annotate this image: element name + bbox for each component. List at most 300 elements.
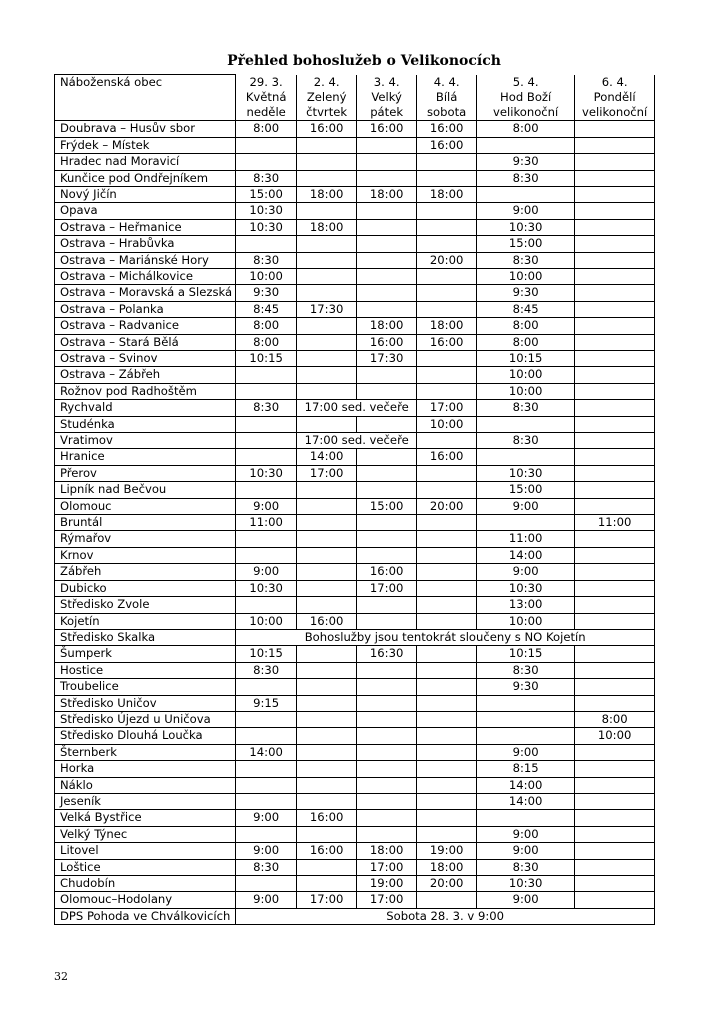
time-cell xyxy=(357,170,417,186)
time-cell: 8:00 xyxy=(575,711,655,727)
time-cell xyxy=(417,646,477,662)
time-cell xyxy=(575,334,655,350)
time-cell xyxy=(297,777,357,793)
time-cell xyxy=(297,859,357,875)
time-cell: 9:00 xyxy=(477,498,575,514)
parish-name: DPS Pohoda ve Chválkovicích xyxy=(55,908,236,924)
parish-name: Středisko Uničov xyxy=(55,695,236,711)
table-row xyxy=(55,416,655,432)
table-row xyxy=(55,580,655,596)
parish-name: Rožnov pod Radhoštěm xyxy=(55,383,236,399)
parish-name: Šumperk xyxy=(55,646,236,662)
table-row xyxy=(55,400,655,416)
time-cell: 10:00 xyxy=(236,268,297,284)
time-cell: 9:30 xyxy=(236,285,297,301)
time-cell xyxy=(357,137,417,153)
time-cell: 10:30 xyxy=(477,876,575,892)
time-cell xyxy=(236,433,297,449)
time-cell xyxy=(417,793,477,809)
time-cell xyxy=(357,810,417,826)
parish-name: Rýmařov xyxy=(55,531,236,547)
time-cell xyxy=(575,826,655,842)
time-cell: 18:00 xyxy=(417,859,477,875)
time-cell: 10:30 xyxy=(477,465,575,481)
time-cell xyxy=(236,597,297,613)
time-cell: 9:30 xyxy=(477,154,575,170)
time-cell xyxy=(297,826,357,842)
time-cell: 16:00 xyxy=(297,613,357,629)
page-number: 32 xyxy=(54,970,68,983)
time-cell xyxy=(575,268,655,284)
merged-cell: Bohoslužby jsou tentokrát sloučeny s NO Kojetín xyxy=(236,629,655,645)
table-row xyxy=(55,908,655,924)
time-cell xyxy=(477,186,575,202)
parish-name: Velká Bystřice xyxy=(55,810,236,826)
header-row-dates xyxy=(55,75,655,90)
header-date: 29. 3. xyxy=(236,75,297,90)
parish-name: Velký Týnec xyxy=(55,826,236,842)
time-cell xyxy=(236,367,297,383)
time-cell: 16:00 xyxy=(357,121,417,137)
parish-name: Hradec nad Moravicí xyxy=(55,154,236,170)
table-row xyxy=(55,761,655,777)
time-cell xyxy=(575,564,655,580)
parish-name: Dubicko xyxy=(55,580,236,596)
time-cell xyxy=(575,613,655,629)
parish-name: Přerov xyxy=(55,465,236,481)
parish-name: Ostrava – Mariánské Hory xyxy=(55,252,236,268)
table-row xyxy=(55,121,655,137)
time-cell: 17:00 xyxy=(297,465,357,481)
time-cell xyxy=(417,597,477,613)
time-cell xyxy=(297,416,357,432)
time-cell xyxy=(297,744,357,760)
time-cell xyxy=(417,285,477,301)
header-day-name: sobota xyxy=(417,105,477,121)
time-cell: 16:00 xyxy=(417,121,477,137)
parish-name: Hostice xyxy=(55,662,236,678)
header-day-name: Pondělí xyxy=(575,90,655,105)
time-cell xyxy=(477,416,575,432)
table-row xyxy=(55,597,655,613)
time-cell: 14:00 xyxy=(236,744,297,760)
time-cell xyxy=(297,170,357,186)
time-cell xyxy=(575,383,655,399)
time-cell xyxy=(575,301,655,317)
table-row xyxy=(55,285,655,301)
time-cell: 17:30 xyxy=(357,351,417,367)
parish-name: Loštice xyxy=(55,859,236,875)
time-cell: 15:00 xyxy=(357,498,417,514)
time-cell xyxy=(575,859,655,875)
time-cell xyxy=(575,531,655,547)
time-cell xyxy=(417,367,477,383)
header-day-name: velikonoční xyxy=(477,105,575,121)
time-cell: 10:30 xyxy=(477,219,575,235)
parish-name: Středisko Skalka xyxy=(55,629,236,645)
time-cell xyxy=(417,695,477,711)
time-cell xyxy=(575,186,655,202)
time-cell: 16:30 xyxy=(357,646,417,662)
time-cell xyxy=(357,728,417,744)
time-cell xyxy=(575,744,655,760)
time-cell xyxy=(236,236,297,252)
time-cell xyxy=(297,580,357,596)
time-cell: 8:30 xyxy=(236,400,297,416)
time-cell xyxy=(575,449,655,465)
time-cell xyxy=(417,531,477,547)
time-cell: 17:00 xyxy=(357,580,417,596)
time-cell xyxy=(357,744,417,760)
time-cell: 8:30 xyxy=(477,433,575,449)
time-cell: 8:30 xyxy=(477,859,575,875)
time-cell xyxy=(417,810,477,826)
time-cell: 9:30 xyxy=(477,285,575,301)
time-cell: 18:00 xyxy=(297,219,357,235)
header-day-name: Hod Boží xyxy=(477,90,575,105)
time-cell xyxy=(236,449,297,465)
schedule-table xyxy=(54,74,655,925)
time-cell xyxy=(357,777,417,793)
time-cell xyxy=(417,351,477,367)
table-row xyxy=(55,482,655,498)
time-cell xyxy=(417,580,477,596)
time-cell: 15:00 xyxy=(477,482,575,498)
parish-name: Bruntál xyxy=(55,515,236,531)
time-cell xyxy=(297,876,357,892)
time-cell xyxy=(357,416,417,432)
time-cell xyxy=(575,597,655,613)
time-cell: 14:00 xyxy=(477,793,575,809)
time-cell: 18:00 xyxy=(357,186,417,202)
table-row xyxy=(55,137,655,153)
time-cell xyxy=(297,334,357,350)
time-cell xyxy=(417,301,477,317)
parish-name: Frýdek – Místek xyxy=(55,137,236,153)
time-cell xyxy=(297,137,357,153)
time-cell xyxy=(417,662,477,678)
table-row xyxy=(55,826,655,842)
time-cell: 10:30 xyxy=(236,580,297,596)
time-cell xyxy=(297,662,357,678)
time-cell: 10:00 xyxy=(477,383,575,399)
time-cell: 14:00 xyxy=(297,449,357,465)
time-cell xyxy=(575,170,655,186)
time-cell xyxy=(297,646,357,662)
time-cell xyxy=(297,154,357,170)
table-row xyxy=(55,367,655,383)
header-day-name: pátek xyxy=(357,105,417,121)
time-cell xyxy=(575,580,655,596)
time-cell xyxy=(357,482,417,498)
table-row xyxy=(55,547,655,563)
table-row xyxy=(55,236,655,252)
time-cell xyxy=(357,465,417,481)
time-cell: 10:30 xyxy=(236,203,297,219)
time-cell: 16:00 xyxy=(417,449,477,465)
time-cell xyxy=(575,121,655,137)
time-cell xyxy=(417,465,477,481)
time-cell xyxy=(236,777,297,793)
table-row xyxy=(55,301,655,317)
table-row xyxy=(55,810,655,826)
time-cell xyxy=(236,826,297,842)
time-cell: 9:00 xyxy=(236,843,297,859)
time-cell xyxy=(236,761,297,777)
parish-name: Ostrava – Polanka xyxy=(55,301,236,317)
time-cell xyxy=(236,728,297,744)
time-cell xyxy=(236,793,297,809)
time-cell xyxy=(575,137,655,153)
time-cell: 8:30 xyxy=(236,859,297,875)
table-row xyxy=(55,334,655,350)
time-cell xyxy=(357,515,417,531)
time-cell xyxy=(236,679,297,695)
table-row xyxy=(55,728,655,744)
table-row xyxy=(55,646,655,662)
parish-name: Zábřeh xyxy=(55,564,236,580)
header-date: 6. 4. xyxy=(575,75,655,90)
header-day-name: Květná xyxy=(236,90,297,105)
table-row xyxy=(55,876,655,892)
time-cell xyxy=(575,695,655,711)
time-cell xyxy=(297,482,357,498)
time-cell xyxy=(575,351,655,367)
time-cell xyxy=(357,154,417,170)
header-day-name: Zelený xyxy=(297,90,357,105)
parish-name: Olomouc–Hodolany xyxy=(55,892,236,908)
time-cell: 9:00 xyxy=(236,810,297,826)
time-cell: 8:30 xyxy=(477,252,575,268)
time-cell xyxy=(357,219,417,235)
table-row xyxy=(55,613,655,629)
time-cell xyxy=(417,203,477,219)
table-row xyxy=(55,268,655,284)
time-cell: 11:00 xyxy=(477,531,575,547)
time-cell: 8:30 xyxy=(477,400,575,416)
time-cell xyxy=(575,498,655,514)
time-cell: 20:00 xyxy=(417,876,477,892)
time-cell: 9:30 xyxy=(477,679,575,695)
time-cell xyxy=(236,383,297,399)
time-cell: 8:30 xyxy=(477,662,575,678)
time-cell xyxy=(575,219,655,235)
time-cell xyxy=(417,547,477,563)
time-cell xyxy=(575,203,655,219)
time-cell xyxy=(575,876,655,892)
table-row xyxy=(55,564,655,580)
time-cell xyxy=(297,728,357,744)
time-cell xyxy=(357,679,417,695)
time-cell: 10:00 xyxy=(477,367,575,383)
time-cell: 14:00 xyxy=(477,777,575,793)
time-cell xyxy=(417,564,477,580)
parish-name: Ostrava – Hrabůvka xyxy=(55,236,236,252)
time-cell xyxy=(236,137,297,153)
time-cell xyxy=(417,219,477,235)
time-cell: 8:30 xyxy=(236,252,297,268)
time-cell: 16:00 xyxy=(297,810,357,826)
time-cell xyxy=(477,515,575,531)
time-cell xyxy=(417,826,477,842)
time-cell xyxy=(575,367,655,383)
time-cell xyxy=(357,203,417,219)
parish-name: Chudobín xyxy=(55,876,236,892)
parish-name: Kunčice pod Ondřejníkem xyxy=(55,170,236,186)
time-cell xyxy=(575,154,655,170)
parish-name: Ostrava – Zábřeh xyxy=(55,367,236,383)
time-cell xyxy=(297,367,357,383)
time-cell xyxy=(297,793,357,809)
time-cell xyxy=(297,268,357,284)
parish-name: Šternberk xyxy=(55,744,236,760)
time-cell xyxy=(417,679,477,695)
time-cell: 16:00 xyxy=(417,334,477,350)
time-cell xyxy=(236,876,297,892)
header-day-name: čtvrtek xyxy=(297,105,357,121)
time-cell xyxy=(417,383,477,399)
time-cell xyxy=(417,777,477,793)
time-cell xyxy=(417,744,477,760)
time-cell: 9:00 xyxy=(477,892,575,908)
time-cell: 10:15 xyxy=(477,646,575,662)
time-cell xyxy=(417,236,477,252)
time-cell: 18:00 xyxy=(417,186,477,202)
time-cell xyxy=(575,810,655,826)
time-cell xyxy=(236,711,297,727)
parish-name: Studénka xyxy=(55,416,236,432)
time-cell: 9:00 xyxy=(236,498,297,514)
time-cell: 20:00 xyxy=(417,252,477,268)
time-cell xyxy=(575,252,655,268)
table-row xyxy=(55,449,655,465)
time-cell xyxy=(357,301,417,317)
time-cell: 18:00 xyxy=(357,318,417,334)
time-cell xyxy=(297,711,357,727)
table-row xyxy=(55,351,655,367)
time-cell xyxy=(297,285,357,301)
table-row xyxy=(55,531,655,547)
time-cell: 11:00 xyxy=(575,515,655,531)
time-cell: 16:00 xyxy=(297,121,357,137)
time-cell xyxy=(297,515,357,531)
parish-name: Náklo xyxy=(55,777,236,793)
table-row xyxy=(55,744,655,760)
time-cell: 13:00 xyxy=(477,597,575,613)
time-cell xyxy=(236,547,297,563)
time-cell xyxy=(575,793,655,809)
table-row xyxy=(55,629,655,645)
table-row xyxy=(55,433,655,449)
time-cell xyxy=(236,531,297,547)
time-cell: 10:00 xyxy=(575,728,655,744)
time-cell: 19:00 xyxy=(417,843,477,859)
time-cell xyxy=(297,679,357,695)
time-cell xyxy=(417,613,477,629)
header-day-name: velikonoční xyxy=(575,105,655,121)
time-cell xyxy=(297,547,357,563)
time-cell: 10:30 xyxy=(477,580,575,596)
time-cell: 8:00 xyxy=(477,121,575,137)
time-cell: 10:30 xyxy=(236,465,297,481)
time-cell: 8:45 xyxy=(477,301,575,317)
time-cell: 8:30 xyxy=(236,662,297,678)
time-cell: 17:30 xyxy=(297,301,357,317)
time-cell xyxy=(477,449,575,465)
time-cell xyxy=(357,695,417,711)
time-cell xyxy=(477,728,575,744)
parish-name: Hranice xyxy=(55,449,236,465)
header-day-name: neděle xyxy=(236,105,297,121)
time-cell xyxy=(357,711,417,727)
parish-name: Doubrava – Husův sbor xyxy=(55,121,236,137)
table-row xyxy=(55,170,655,186)
table-row xyxy=(55,777,655,793)
time-cell xyxy=(297,531,357,547)
parish-name: Nový Jičín xyxy=(55,186,236,202)
time-cell: 8:15 xyxy=(477,761,575,777)
time-cell xyxy=(575,285,655,301)
time-cell: 8:00 xyxy=(477,318,575,334)
time-cell: 17:00 xyxy=(357,859,417,875)
time-cell xyxy=(357,826,417,842)
time-cell xyxy=(417,154,477,170)
parish-name: Olomouc xyxy=(55,498,236,514)
time-cell xyxy=(357,236,417,252)
time-cell: 9:00 xyxy=(477,826,575,842)
time-cell: 19:00 xyxy=(357,876,417,892)
table-row xyxy=(55,515,655,531)
header-date: 2. 4. xyxy=(297,75,357,90)
time-cell xyxy=(575,547,655,563)
time-cell: 15:00 xyxy=(236,186,297,202)
parish-name: Rychvald xyxy=(55,400,236,416)
table-row xyxy=(55,843,655,859)
time-cell xyxy=(417,268,477,284)
header-date: 5. 4. xyxy=(477,75,575,90)
time-cell: 18:00 xyxy=(357,843,417,859)
time-cell xyxy=(357,285,417,301)
parish-name: Ostrava – Michálkovice xyxy=(55,268,236,284)
time-cell: 16:00 xyxy=(357,564,417,580)
time-cell xyxy=(417,761,477,777)
time-cell xyxy=(417,433,477,449)
time-cell: 10:15 xyxy=(236,351,297,367)
time-cell xyxy=(575,465,655,481)
parish-name: Středisko Dlouhá Loučka xyxy=(55,728,236,744)
table-row xyxy=(55,383,655,399)
time-cell xyxy=(357,597,417,613)
time-cell: 16:00 xyxy=(417,137,477,153)
time-cell xyxy=(357,662,417,678)
header-day-name: Bílá xyxy=(417,90,477,105)
time-cell xyxy=(575,843,655,859)
table-row xyxy=(55,695,655,711)
parish-name: Lipník nad Bečvou xyxy=(55,482,236,498)
time-cell xyxy=(357,531,417,547)
table-row xyxy=(55,465,655,481)
time-cell xyxy=(417,482,477,498)
time-cell xyxy=(236,154,297,170)
time-cell: 17:00 xyxy=(297,892,357,908)
parish-name: Ostrava – Moravská a Slezská xyxy=(55,285,236,301)
time-cell xyxy=(297,351,357,367)
time-cell xyxy=(357,252,417,268)
table-row xyxy=(55,154,655,170)
parish-name: Troubelice xyxy=(55,679,236,695)
time-cell xyxy=(297,564,357,580)
time-cell xyxy=(575,416,655,432)
